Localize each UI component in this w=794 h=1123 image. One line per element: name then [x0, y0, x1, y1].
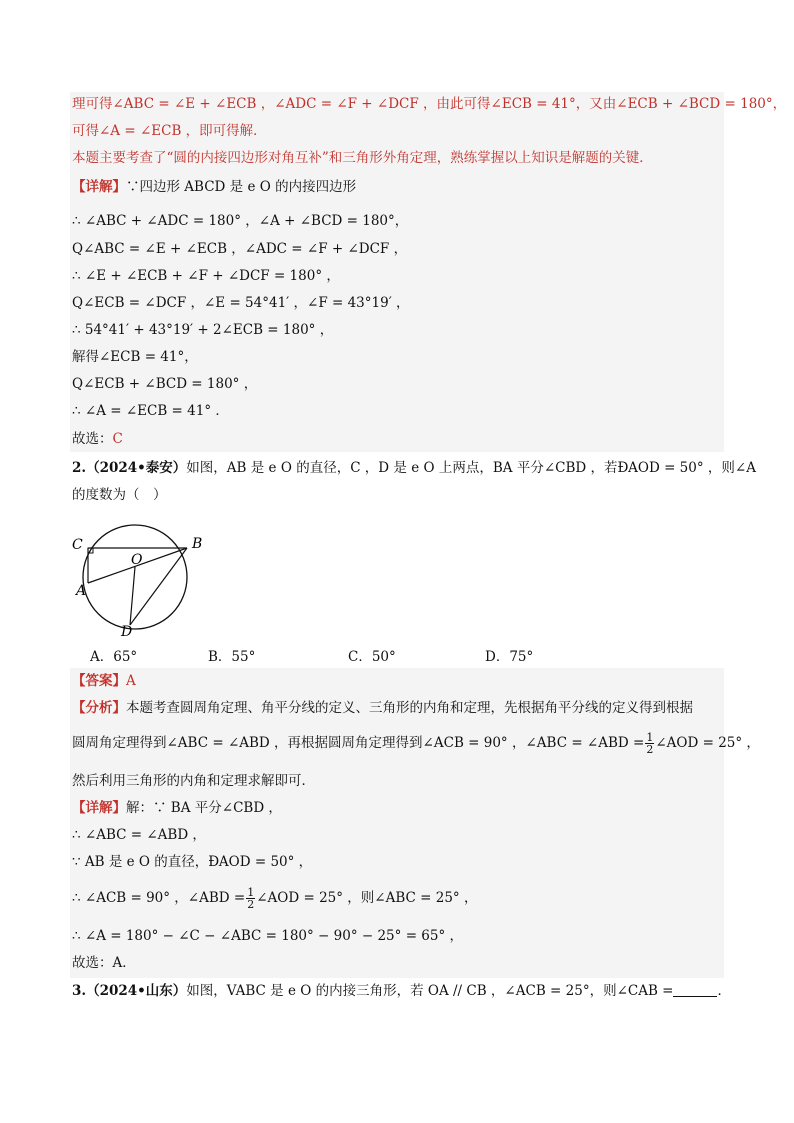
q2-stem-line-1 [72, 457, 756, 479]
q2-detail-line-4 [72, 887, 722, 910]
q2-choices [90, 645, 610, 665]
fraction-denominator-2: 2 [247, 898, 255, 911]
q2-detail-line-5: ∴ ∠A = 180° − ∠C − ∠ABC = 180° − 90° − 25° = 65° ， [72, 928, 464, 944]
q2-analysis-line-2 [72, 731, 760, 756]
detail-text: ∵四边形 ABCD 是 e O 的内接四边形 [126, 179, 357, 195]
detail-line-1 [72, 176, 722, 198]
q2-stem: 如图，AB 是 e O 的直径，C ，D 是 e O 上两点，BA 平分∠CBD ，若ÐAOD = 50° ，则∠A [186, 460, 756, 476]
q2-detail-text-b: ∠AOD = 25° ，则∠ABC = 25° ， [256, 890, 478, 906]
detail-line-7: 解得∠ECB = 41°， [72, 349, 198, 365]
q2-analysis-text-b: ∠AOD = 25° ， [655, 735, 760, 751]
segment-od [130, 567, 135, 625]
q2-detail-line-6: 故选：A． [72, 955, 136, 971]
label-a: A [76, 583, 87, 599]
q3-stem: 如图，VABC 是 e O 的内接三角形，若 OA // CB ，∠ACB = 25°，则∠CAB = [186, 983, 674, 999]
answer-label: 故选： [72, 431, 113, 447]
choice-d[interactable]: D．75° [485, 649, 534, 665]
q2-analysis-text: 本题考查圆周角定理、角平分线的定义、三角形的内角和定理，先根据角平分线的定义得到根据 [126, 700, 693, 716]
detail-tag: 【详解】 [72, 179, 126, 195]
answer-line-q1 [72, 428, 722, 450]
detail-line-5: Q∠ECB = ∠DCF ，∠E = 54°41′ ，∠F = 43°19′ ， [72, 295, 410, 311]
analysis-tag: 【分析】 [72, 700, 126, 716]
choice-b[interactable]: B．55° [208, 649, 256, 665]
fraction-half-2 [246, 887, 255, 910]
analysis-line-3: 本题主要考查了“圆的内接四边形对角互补”和三角形外角定理，熟练掌握以上知识是解题的关键． [72, 150, 653, 166]
q2-stem-line-2: 的度数为（ ） [72, 487, 167, 503]
label-c: C [72, 537, 83, 553]
analysis-line-2: 可得∠A = ∠ECB ，即可得解． [72, 123, 267, 139]
q2-detail-text-a: ∴ ∠ACB = 90° ，∠ABD = [72, 890, 246, 906]
q2-detail-tag: 【详解】 [72, 800, 126, 816]
answer-value: C [112, 431, 123, 447]
detail-line-4: ∴ ∠E + ∠ECB + ∠F + ∠DCF = 180° ， [72, 268, 340, 284]
q2-analysis-line-1 [72, 697, 722, 719]
label-b: B [192, 536, 203, 552]
q2-analysis-text-a: 圆周角定理得到∠ABC = ∠ABD ，再根据圆周角定理得到∠ACB = 90° ，∠ABC = ∠ABD = [72, 735, 645, 751]
fraction-numerator: 1 [646, 731, 654, 744]
q2-detail-line-2: ∴ ∠ABC = ∠ABD ， [72, 827, 206, 843]
q2-answer-value: A [126, 673, 136, 689]
fraction-half [645, 732, 654, 755]
choice-a[interactable]: A．65° [90, 649, 138, 665]
detail-line-3: Q∠ABC = ∠E + ∠ECB ，∠ADC = ∠F + ∠DCF ， [72, 241, 408, 257]
fraction-numerator-2: 1 [247, 886, 255, 899]
fraction-denominator: 2 [646, 743, 654, 756]
answer-tag: 【答案】 [72, 673, 126, 689]
detail-line-9: ∴ ∠A = ∠ECB = 41° ． [72, 403, 229, 419]
q2-detail-line-3: ∵ AB 是 e O 的直径，ÐAOD = 50° ， [72, 854, 313, 870]
q2-detail-text: 解：∵ BA 平分∠CBD ， [126, 800, 282, 816]
detail-line-8: Q∠ECB + ∠BCD = 180° ， [72, 376, 258, 392]
q2-analysis-line-3: 然后利用三角形的内角和定理求解即可． [72, 773, 315, 789]
label-o: O [131, 552, 143, 568]
detail-line-2: ∴ ∠ABC + ∠ADC = 180° ，∠A + ∠BCD = 180°， [72, 213, 409, 229]
q2-number: 2.（2024•泰安） [72, 460, 187, 476]
q2-answer-line [72, 670, 722, 692]
answer-blank[interactable] [673, 982, 717, 997]
analysis-line-1: 理可得∠ABC = ∠E + ∠ECB ，∠ADC = ∠F + ∠DCF ，由此可得∠ECB = 41°，又由∠ECB + ∠BCD = 180°， [72, 96, 787, 112]
detail-line-6: ∴ 54°41′ + 43°19′ + 2∠ECB = 180° ， [72, 322, 334, 338]
q3-stem-line [72, 980, 731, 1002]
q3-number: 3.（2024•山东） [72, 983, 187, 999]
circle-o [83, 525, 187, 629]
q3-end: ． [717, 983, 731, 999]
choice-c[interactable]: C．50° [348, 649, 396, 665]
circle-figure [70, 512, 220, 637]
label-d: D [121, 624, 133, 637]
q2-detail-line-1 [72, 797, 722, 819]
